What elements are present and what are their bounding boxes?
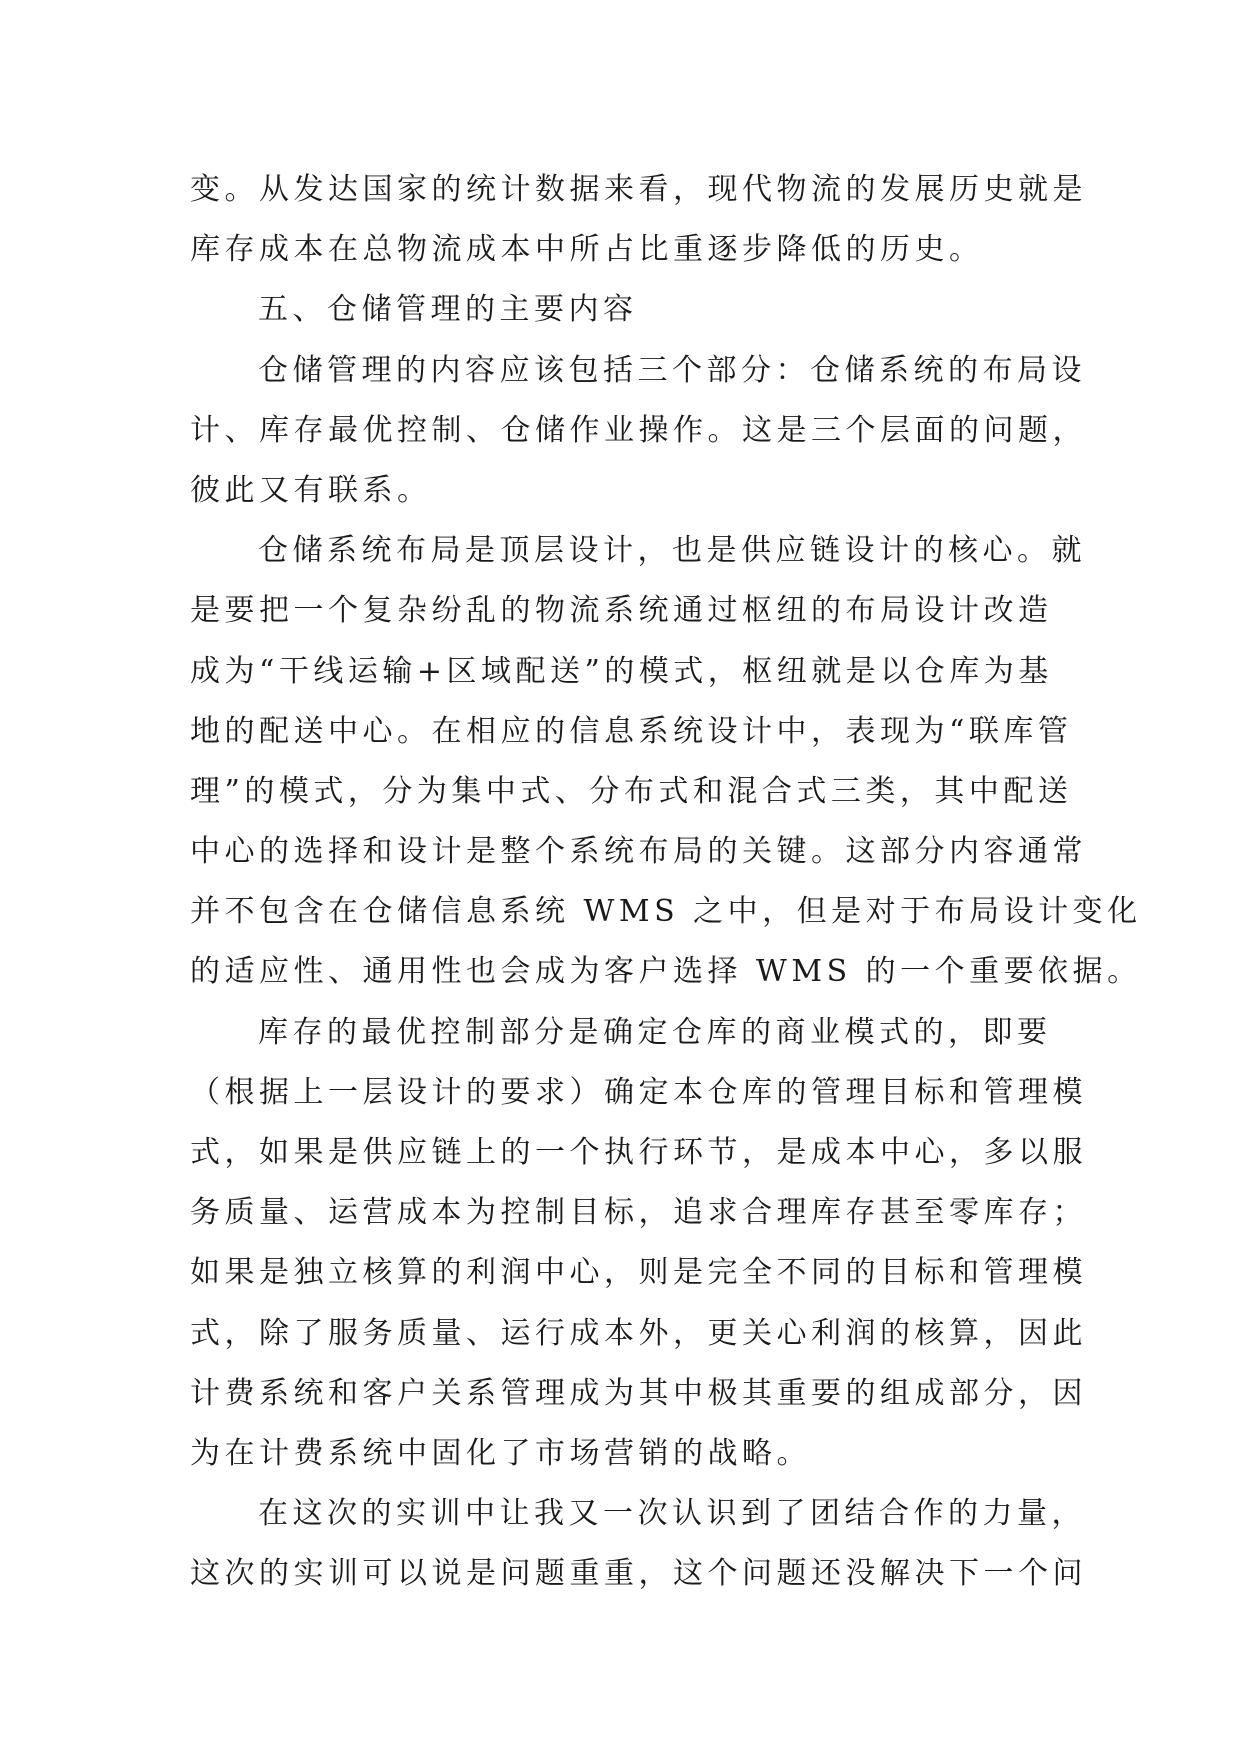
text-line: 计费系统和客户关系管理成为其中极其重要的组成部分，因 — [190, 1375, 1087, 1411]
text-line: 地的配送中心。在相应的信息系统设计中，表现为“联库管 — [190, 713, 1073, 749]
text-line: 仓储系统布局是顶层设计，也是供应链设计的核心。就 — [258, 533, 1086, 569]
text-line: 如果是独立核算的利润中心，则是完全不同的目标和管理模 — [190, 1255, 1087, 1291]
text-line: 并不包含在仓储信息系统 WMS 之中，但是对于布局设计变化 — [190, 894, 1142, 930]
document-body — [190, 160, 1142, 1605]
text-line: 计、库存最优控制、仓储作业操作。这是三个层面的问题， — [190, 412, 1087, 448]
text-line: 这次的实训可以说是问题重重，这个问题还没解决下一个问 — [190, 1556, 1087, 1592]
text-line: 式，如果是供应链上的一个执行环节，是成本中心，多以服 — [190, 1135, 1087, 1170]
text-line: 务质量、运营成本为控制目标，追求合理库存甚至零库存； — [190, 1195, 1087, 1231]
text-line: （根据上一层设计的要求）确定本仓库的管理目标和管理模 — [190, 1074, 1087, 1110]
text-line: 在这次的实训中让我又一次认识到了团结合作的力量， — [258, 1496, 1086, 1532]
text-line: 的适应性、通用性也会成为客户选择 WMS 的一个重要依据。 — [190, 954, 1142, 990]
text-line: 是要把一个复杂纷乱的物流系统通过枢纽的布局设计改造 — [190, 593, 1053, 629]
text-line: 理”的模式，分为集中式、分布式和混合式三类，其中配送 — [190, 773, 1073, 809]
text-line: 式，除了服务质量、运行成本外，更关心利润的核算，因此 — [190, 1315, 1087, 1351]
text-line: 库存的最优控制部分是确定仓库的商业模式的，即要 — [258, 1014, 1052, 1050]
text-line: 中心的选择和设计是整个系统布局的关键。这部分内容通常 — [190, 834, 1087, 870]
text-line: 变。从发达国家的统计数据来看，现代物流的发展历史就是 — [190, 172, 1087, 207]
text-line: 五、仓储管理的主要内容 — [258, 292, 638, 328]
text-line: 仓储管理的内容应该包括三个部分：仓储系统的布局设 — [258, 352, 1086, 388]
text-line: 彼此又有联系。 — [190, 472, 432, 508]
text-line: 成为“干线运输+区域配送”的模式，枢纽就是以仓库为基 — [190, 653, 1053, 689]
text-line: 为在计费系统中固化了市场营销的战略。 — [190, 1435, 811, 1471]
text-line: 库存成本在总物流成本中所占比重逐步降低的历史。 — [190, 232, 984, 268]
